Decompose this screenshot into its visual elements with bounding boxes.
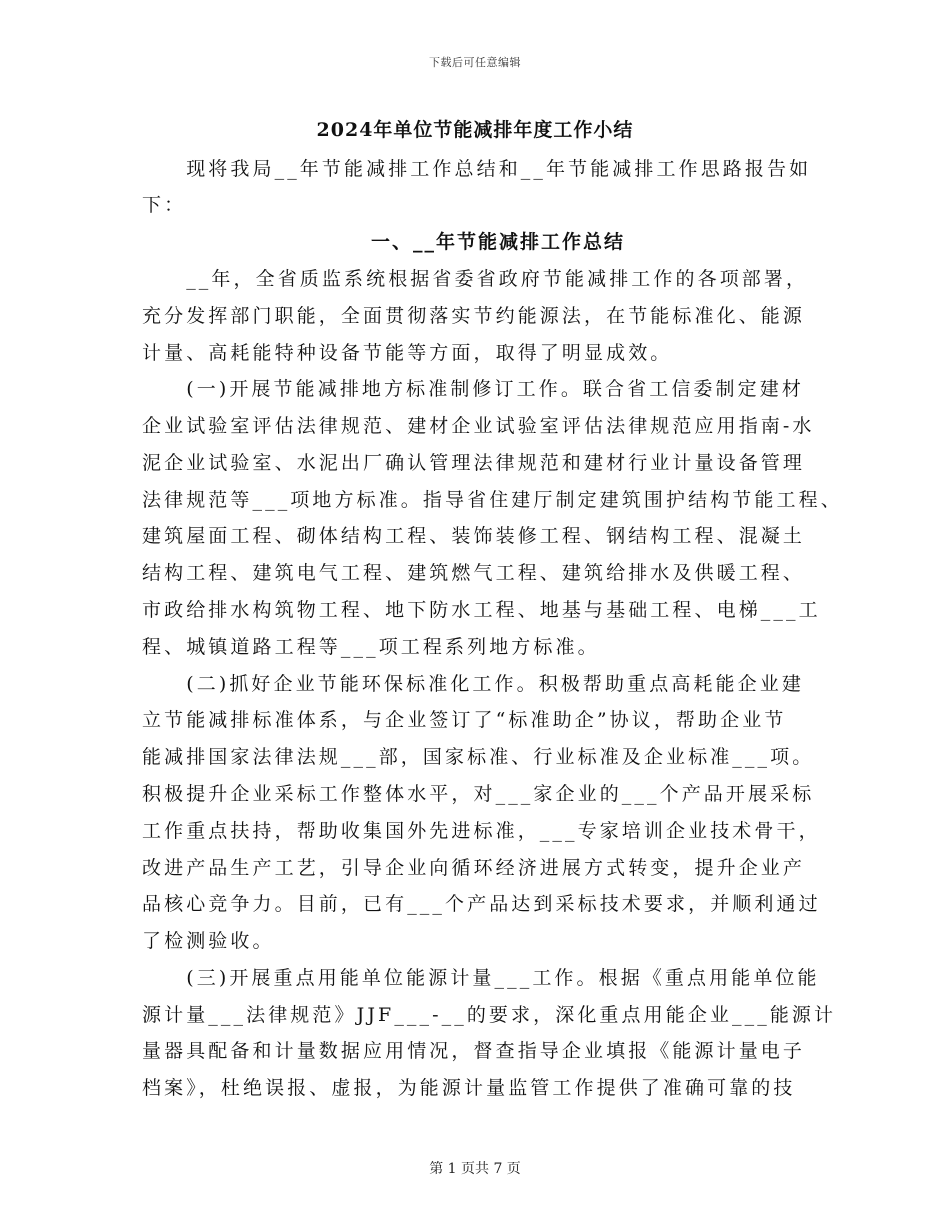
body-line: 了检测验收。 [142,930,275,952]
body-line: 结构工程、建筑电气工程、建筑燃气工程、建筑给排水及供暖工程、 [142,562,806,584]
body-line: 积极提升企业采标工作整体水平，对___家企业的___个产品开展采标 [142,783,815,805]
intro-line: 下： [142,194,187,216]
body-line: 量器具配备和计量数据应用情况，督查指导企业填报《能源计量电子 [142,1040,806,1062]
body-line: 源计量___法律规范》JJF___-__的要求，深化重点用能企业___能源计 [142,1004,837,1026]
section-heading: 一、__年节能减排工作总结 [370,231,625,253]
body-line: __年，全省质监系统根据省委省政府节能减排工作的各项部署， [142,268,809,290]
intro-line: 现将我局__年节能减排工作总结和__年节能减排工作思路报告如 [142,158,812,180]
body-line: 企业试验室评估法律规范、建材企业试验室评估法律规范应用指南-水 [142,415,815,437]
body-line: 档案》，杜绝误报、虚报，为能源计量监管工作提供了准确可靠的技 [142,1077,796,1099]
body-line: 品核心竞争力。目前，已有___个产品达到采标技术要求，并顺利通过 [142,893,821,915]
body-line: 程、城镇道路工程等___项工程系列地方标准。 [142,636,600,658]
body-line: 计量、高耗能特种设备节能等方面，取得了明显成效。 [142,342,673,364]
body-line: 改进产品生产工艺，引导企业向循环经济进展方式转变，提升企业产 [142,857,806,879]
body-line: 建筑屋面工程、砌体结构工程、装饰装修工程、钢结构工程、混凝土 [142,525,806,547]
page-header: 下载后可任意编辑 [429,56,521,69]
page-footer: 第 1 页共 7 页 [429,1161,521,1177]
body-line: 泥企业试验室、水泥出厂确认管理法律规范和建材行业计量设备管理 [142,452,806,474]
body-line: (二)抓好企业节能环保标准化工作。积极帮助重点高耗能企业建 [142,673,804,695]
body-line: 工作重点扶持，帮助收集国外先进标准，___专家培训企业技术骨干， [142,820,821,842]
body-line: (一)开展节能减排地方标准制修订工作。联合省工信委制定建材 [142,378,804,400]
body-line: (三)开展重点用能单位能源计量___工作。根据《重点用能单位能 [142,967,820,989]
body-line: 能减排国家法律法规___部，国家标准、行业标准及企业标准___项。 [142,746,815,768]
body-line: 立节能减排标准体系，与企业签订了“标准助企”协议，帮助企业节 [142,709,787,731]
body-line: 法律规范等___项地方标准。指导省住建厅制定建筑围护结构节能工程、 [142,489,843,511]
document-title: 2024年单位节能减排年度工作小结 [316,119,634,141]
body-line: 市政给排水构筑物工程、地下防水工程、地基与基础工程、电梯___工 [142,599,821,621]
body-line: 充分发挥部门职能，全面贯彻落实节约能源法，在节能标准化、能源 [142,305,806,327]
